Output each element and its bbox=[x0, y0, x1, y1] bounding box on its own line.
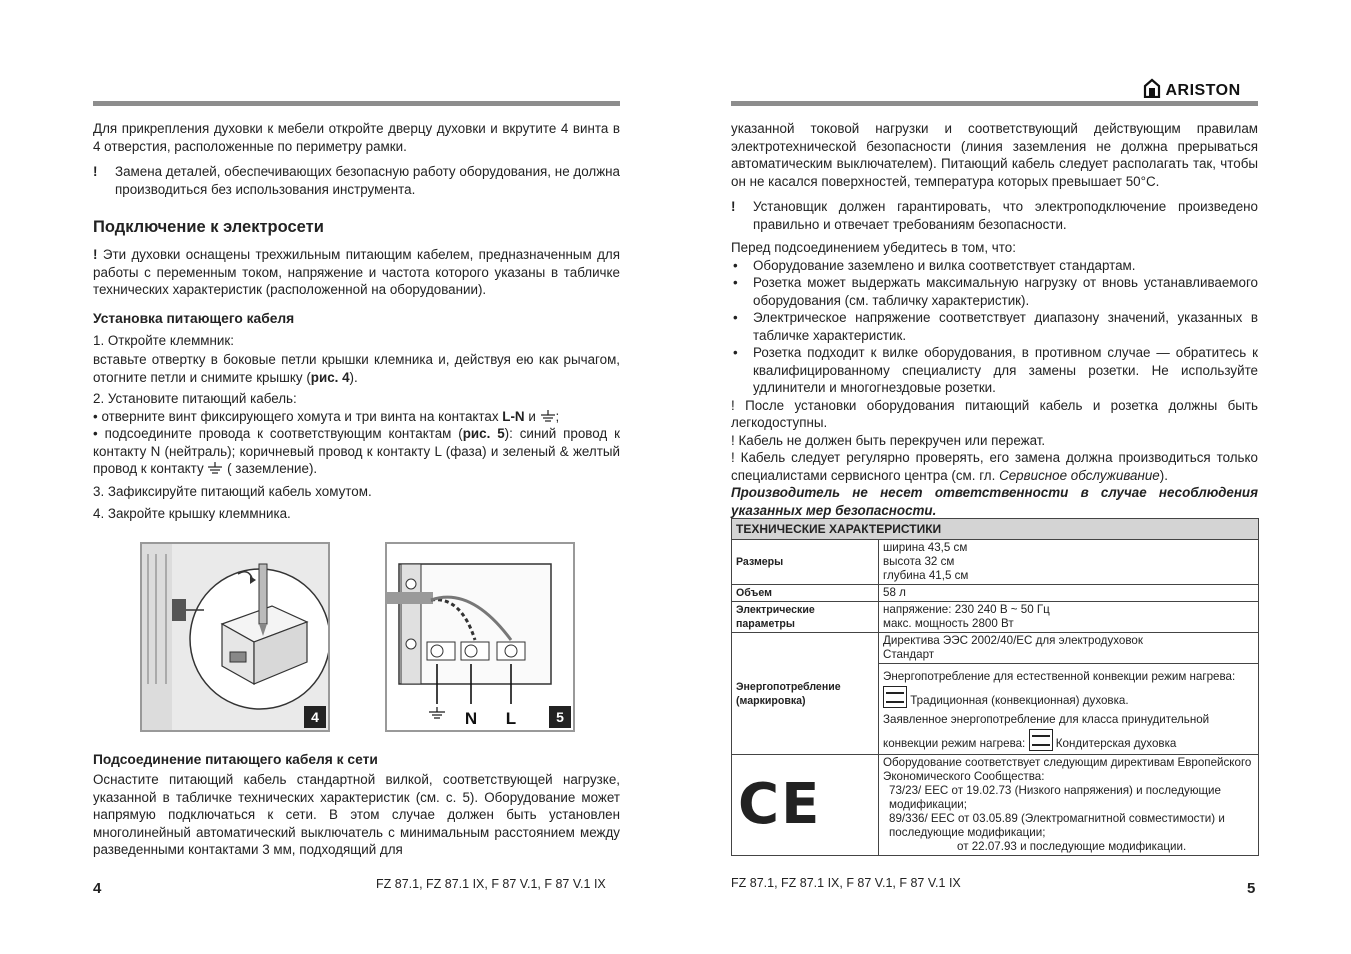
check-item bbox=[731, 309, 1258, 344]
left-header-rule bbox=[93, 101, 620, 106]
network-paragraph: Оснастите питающий кабель стандартной вилкой, соответствующей нагрузке, указанной в табличке технических характеристик (см. с. 5). Оборудование может напрямую подключаться к сети. В этом случае должен быть установлен многолинейный автоматический выключатель с минимальным расстоянием между разведенными контактами 3 мм, подходящий для bbox=[93, 772, 620, 857]
bullet-2-end: ( заземление). bbox=[227, 461, 318, 476]
bullet-mark: • bbox=[733, 345, 738, 360]
note-inspect-pre: ! Кабель следует регулярно проверять, его замена должна производиться только специалистами сервисного центра (см. гл. bbox=[731, 450, 1258, 483]
figure-4 bbox=[140, 542, 330, 732]
step-1-ref-close: ). bbox=[349, 369, 358, 385]
conventional-oven-icon bbox=[883, 686, 907, 708]
spec-size-line: высота 32 см bbox=[883, 555, 955, 568]
warning-tools-text: Замена деталей, обеспечивающих безопасную работу оборудования, не должна производиться без использования инструмента. bbox=[115, 164, 620, 197]
wire-label-n: N bbox=[464, 709, 478, 728]
ce-directives bbox=[879, 755, 1259, 856]
bullet-mark: • bbox=[93, 408, 98, 424]
check-intro: Перед подсоединением убедитесь в том, что: bbox=[731, 240, 1016, 255]
spec-energy-forced-pre: Заявленное энергопотребление для класса принудительной конвекции режим нагрева: bbox=[883, 713, 1210, 750]
spec-size-line: глубина 41,5 см bbox=[883, 569, 969, 582]
bullet-2-post: ): синий провод к контакту N (нейтраль); коричневый провод к контакту L (фаза) и зеленый & желтый провод к контакту bbox=[93, 426, 620, 476]
warning-tools bbox=[93, 163, 620, 198]
warning-installer-text: Установщик должен гарантировать, что электроподключение произведено правильно и отвечает требованиям безопасности. bbox=[753, 199, 1258, 232]
spec-label-electrical: Электрические параметры bbox=[732, 602, 879, 633]
intro-paragraph: Для прикрепления духовки к мебели откройте дверцу духовки и вкрутите 4 винта в 4 отверстия, расположенные по периметру рамки. bbox=[93, 121, 620, 154]
right-header-rule bbox=[731, 101, 1258, 106]
bullet-mark: • bbox=[93, 426, 98, 441]
spec-table bbox=[731, 518, 1259, 856]
step-1-ref-open: ( bbox=[306, 369, 311, 385]
note-inspect-post: ). bbox=[1159, 467, 1168, 483]
step-2-bullet-1 bbox=[93, 408, 620, 426]
bullet-2-pre: подсоедините провода к соответствующим контактам ( bbox=[104, 426, 463, 441]
figure-5-ref: рис. 5 bbox=[462, 426, 505, 441]
warning-installer bbox=[731, 198, 1258, 233]
spec-energy-forced-post: Кондитерская духовка bbox=[1055, 737, 1177, 750]
bullet-1-end: ; bbox=[555, 408, 560, 424]
check-item bbox=[731, 344, 1258, 397]
step-2-bullet-2 bbox=[93, 425, 620, 478]
spec-energy-natural-post: Традиционная (конвекционная) духовка. bbox=[910, 694, 1129, 707]
spec-label-energy: Энергопотребление (маркировка) bbox=[732, 633, 879, 755]
left-column bbox=[93, 120, 620, 523]
ariston-logo-icon bbox=[1143, 78, 1161, 98]
spec-value-electrical bbox=[879, 602, 1259, 633]
page-number-right: 5 bbox=[1247, 880, 1256, 897]
continued-paragraph: указанной токовой нагрузки и соответствующий действующим правилам электротехнической безопасности (линия заземления не должна прерываться автоматическим выключателем). Питающий кабель следует располагать так, чтобы он не касался поверхностей, температура которых превышает 50°C. bbox=[731, 121, 1258, 189]
bullet-1-pre: отверните винт фиксирующего хомута и три винта на контактах bbox=[101, 408, 499, 424]
check-text: Электрическое напряжение соответствует диапазону значений, указанных в табличке характеристик. bbox=[753, 310, 1258, 343]
right-column bbox=[731, 120, 1258, 519]
page-number-left: 4 bbox=[93, 880, 102, 897]
ce-directive-line: 73/23/ EEC от 19.02.73 (Низкого напряжения) и последующие модификации; bbox=[889, 784, 1221, 811]
heading-cable-install: Установка питающего кабеля bbox=[93, 310, 295, 326]
ce-directive-line: от 22.07.93 и последующие модификации. bbox=[957, 840, 1187, 853]
wiring-diagram bbox=[387, 544, 573, 730]
bullet-1-and: и bbox=[528, 408, 536, 424]
check-text: Розетка подходит к вилке оборудования, в противном случае — обратитесь к квалифицированному специалисту для замены розетки. Не используйте удлинители и многогнездовые розетки. bbox=[753, 345, 1258, 395]
pastry-oven-icon bbox=[1029, 729, 1053, 751]
heading-connection: Подключение к электросети bbox=[93, 218, 324, 236]
bullet-mark: • bbox=[733, 275, 738, 290]
connection-text: Эти духовки оснащены трехжильным питающим кабелем, предназначенным для работы с переменным током, напряжение и частота которого указаны в табличке технических характеристик (расположенной на оборудовании). bbox=[93, 247, 620, 297]
spec-label-volume: Объем bbox=[732, 585, 879, 602]
check-item bbox=[731, 257, 1258, 275]
brand-name: ARISTON bbox=[1165, 82, 1241, 99]
spec-size-line: ширина 43,5 см bbox=[883, 541, 968, 554]
spec-table-title: ТЕХНИЧЕСКИЕ ХАРАКТЕРИСТИКИ bbox=[732, 519, 1259, 540]
heading-network: Подсоединение питающего кабеля к сети bbox=[93, 752, 378, 767]
ce-mark: CE bbox=[738, 772, 822, 837]
contacts-ln: L-N bbox=[502, 408, 525, 424]
ce-directive-line: Оборудование соответствует следующим директивам Европейского Экономического Сообщества: bbox=[883, 756, 1252, 783]
bullet-mark: • bbox=[733, 310, 738, 325]
ground-icon bbox=[540, 410, 556, 422]
step-4: 4. Закройте крышку клеммника. bbox=[93, 506, 291, 521]
spec-elec-line: напряжение: 230 240 В ~ 50 Гц bbox=[883, 603, 1050, 616]
step-1: 1. Откройте клеммник: bbox=[93, 332, 234, 348]
terminal-box-illustration bbox=[142, 544, 328, 730]
warning-mark: ! bbox=[731, 199, 736, 214]
step-1-body: вставьте отвертку в боковые петли крышки клемника и, действуя ею как рычагом, отогните петли и снимите крышку bbox=[93, 352, 620, 385]
wire-label-l: L bbox=[505, 709, 517, 728]
footer-right: FZ 87.1, FZ 87.1 IX, F 87 V.1, F 87 V.1 IX bbox=[731, 876, 961, 890]
spec-energy-natural-pre: Энергопотребление для естественной конвекции режим нагрева: bbox=[883, 670, 1236, 683]
brand-logo bbox=[1143, 78, 1241, 100]
spec-energy-standard: Стандарт bbox=[883, 648, 935, 661]
warning-mark: ! bbox=[93, 164, 98, 179]
figure-5 bbox=[385, 542, 575, 732]
liability-note: Производитель не несет ответственности в случае несоблюдения указанных мер безопасности. bbox=[731, 485, 1258, 518]
figure-5-number: 5 bbox=[549, 706, 571, 728]
check-item bbox=[731, 274, 1258, 309]
spec-value-volume: 58 л bbox=[879, 585, 1259, 602]
connection-paragraph bbox=[93, 246, 620, 299]
footer-left: FZ 87.1, FZ 87.1 IX, F 87 V.1, F 87 V.1 IX bbox=[376, 877, 606, 891]
figure-4-number: 4 bbox=[304, 706, 326, 728]
check-text: Розетка может выдержать максимальную нагрузку от вновь устанавливаемого оборудования (см. табличку характеристик). bbox=[753, 275, 1258, 308]
note-inspect bbox=[731, 449, 1258, 484]
ground-icon bbox=[207, 462, 223, 474]
step-3: 3. Зафиксируйте питающий кабель хомутом. bbox=[93, 483, 372, 499]
warning-mark: ! bbox=[93, 247, 98, 262]
ce-directive-line: 89/336/ EEC от 03.05.89 (Электромагнитной совместимости) и последующие модификации; bbox=[889, 812, 1225, 839]
check-text: Оборудование заземлено и вилка соответствует стандартам. bbox=[753, 257, 1136, 273]
step-1-text bbox=[93, 351, 620, 386]
ce-mark-cell bbox=[732, 755, 879, 856]
spec-value-size bbox=[879, 540, 1259, 585]
note-inspect-ref: Сервисное обслуживание bbox=[999, 467, 1160, 483]
spec-energy-consumption bbox=[879, 664, 1259, 755]
spec-label-size: Размеры bbox=[732, 540, 879, 585]
spec-elec-line: макс. мощность 2800 Вт bbox=[883, 617, 1014, 630]
figure-4-ref: рис. 4 bbox=[310, 369, 350, 385]
step-2: 2. Установите питающий кабель: bbox=[93, 391, 297, 406]
note-twist: ! Кабель не должен быть перекручен или пережат. bbox=[731, 432, 1046, 448]
bullet-mark: • bbox=[733, 257, 738, 273]
spec-energy-directive-text: Директива ЭЭС 2002/40/ЕС для электродуховок bbox=[883, 634, 1143, 647]
left-column-bottom bbox=[93, 752, 620, 859]
spec-energy-directive bbox=[879, 633, 1259, 664]
note-accessible: ! После установки оборудования питающий кабель и розетка должны быть легкодоступны. bbox=[731, 397, 1258, 430]
